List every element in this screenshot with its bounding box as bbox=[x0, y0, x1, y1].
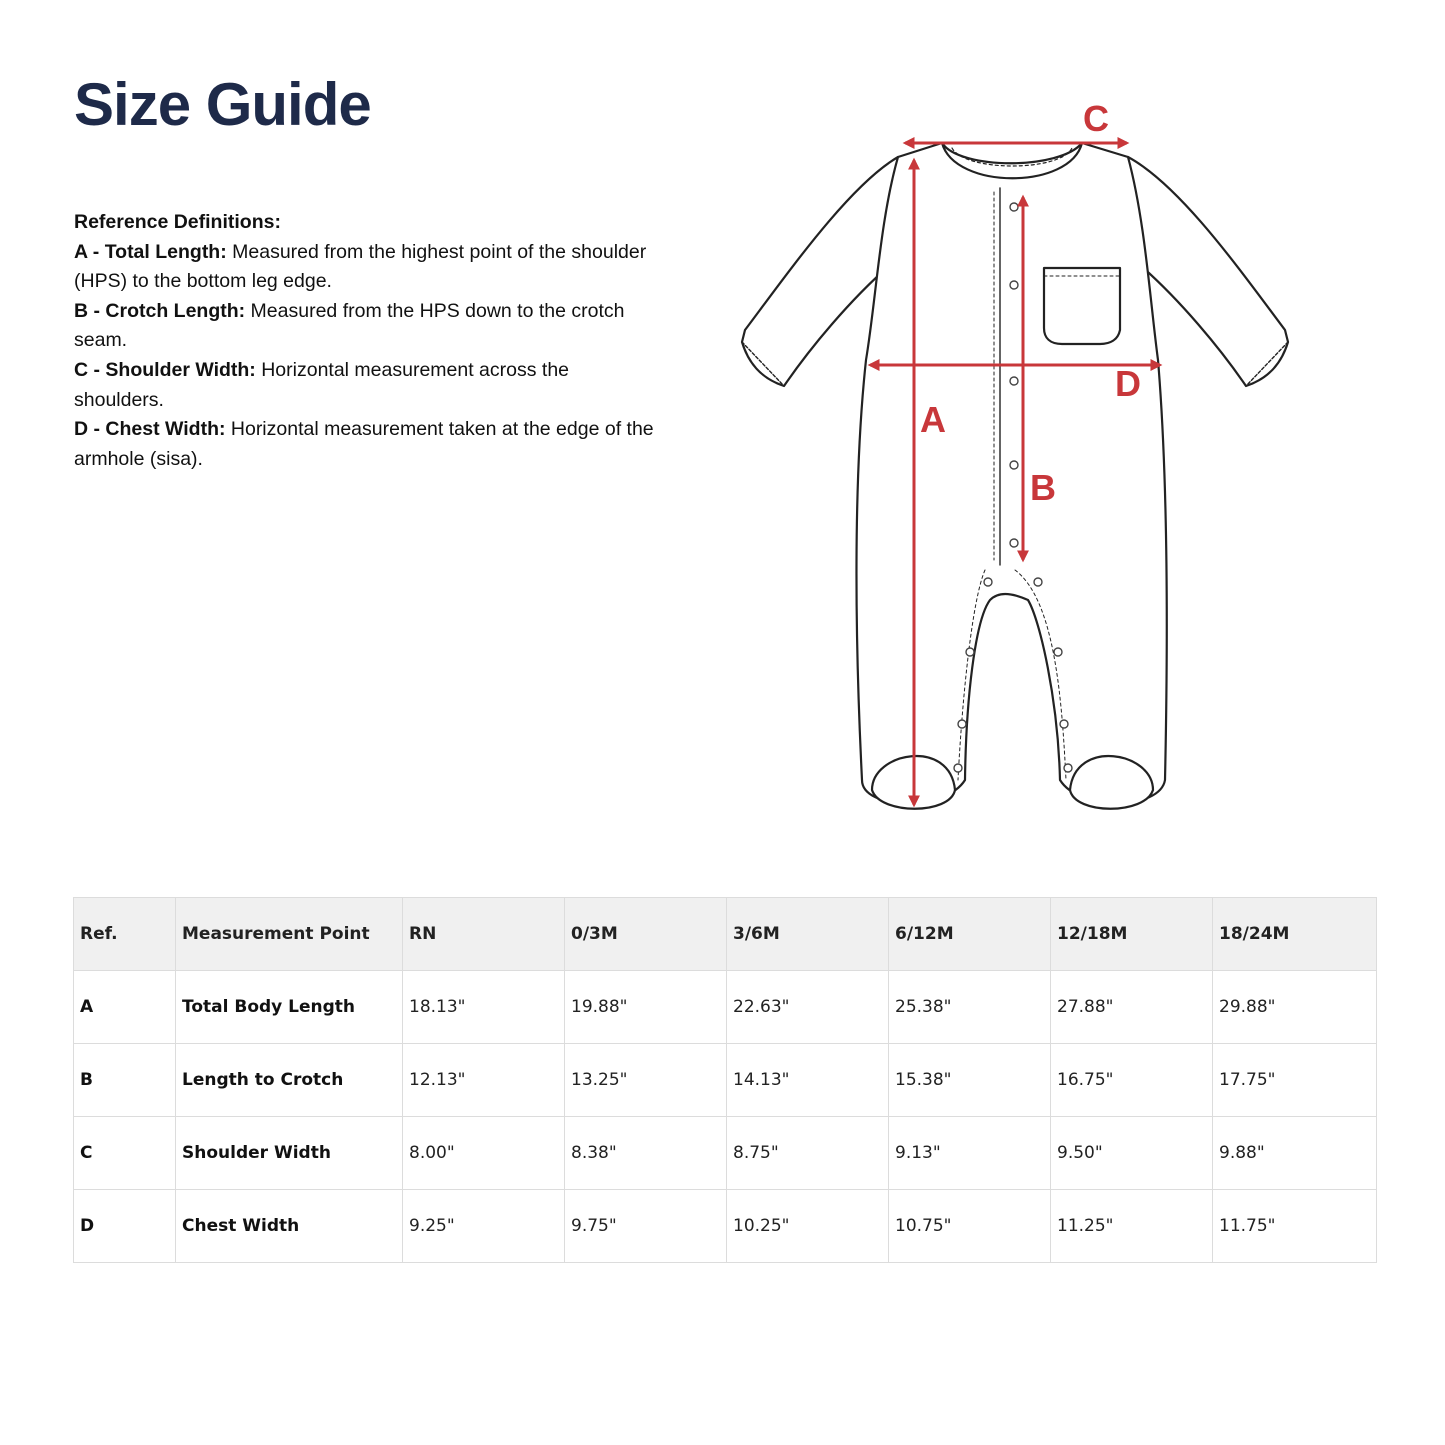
definition-c-label: C - Shoulder Width: bbox=[74, 358, 256, 381]
cell-value: 25.38" bbox=[889, 971, 1051, 1044]
definition-b-label: B - Crotch Length: bbox=[74, 299, 246, 322]
cell-value: 9.13" bbox=[889, 1117, 1051, 1190]
cell-value: 22.63" bbox=[727, 971, 889, 1044]
cell-value: 11.25" bbox=[1051, 1190, 1213, 1263]
cell-value: 9.88" bbox=[1213, 1117, 1377, 1190]
row-measurement-point: Length to Crotch bbox=[176, 1044, 403, 1117]
cell-value: 9.25" bbox=[403, 1190, 565, 1263]
cell-value: 27.88" bbox=[1051, 971, 1213, 1044]
body-outline bbox=[856, 143, 1166, 803]
header-size-rn: RN bbox=[403, 898, 565, 971]
cell-value: 18.13" bbox=[403, 971, 565, 1044]
definition-a-label: A - Total Length: bbox=[74, 240, 227, 263]
cell-value: 13.25" bbox=[565, 1044, 727, 1117]
table-row bbox=[74, 1044, 1377, 1117]
cell-value: 15.38" bbox=[889, 1044, 1051, 1117]
row-ref: C bbox=[74, 1117, 176, 1190]
garment-outline bbox=[742, 143, 1288, 809]
label-c: C bbox=[1083, 98, 1109, 139]
cell-value: 9.75" bbox=[565, 1190, 727, 1263]
definition-c bbox=[74, 356, 664, 415]
row-measurement-point: Total Body Length bbox=[176, 971, 403, 1044]
cell-value: 9.50" bbox=[1051, 1117, 1213, 1190]
definition-c-text: Horizontal measurement across the shoulders. bbox=[74, 358, 570, 411]
cell-value: 8.38" bbox=[565, 1117, 727, 1190]
page-title: Size Guide bbox=[74, 71, 371, 138]
size-chart-table bbox=[73, 897, 1377, 1263]
label-b: B bbox=[1030, 467, 1056, 508]
definition-a bbox=[74, 238, 664, 297]
row-measurement-point: Shoulder Width bbox=[176, 1117, 403, 1190]
definition-a-text: Measured from the highest point of the shoulder (HPS) to the bottom leg edge. bbox=[74, 240, 647, 293]
cell-value: 10.25" bbox=[727, 1190, 889, 1263]
header-size-18-24m: 18/24M bbox=[1213, 898, 1377, 971]
definition-b bbox=[74, 297, 664, 356]
definition-d bbox=[74, 415, 664, 474]
chest-pocket bbox=[1044, 268, 1120, 344]
header-size-0-3m: 0/3M bbox=[565, 898, 727, 971]
header-size-12-18m: 12/18M bbox=[1051, 898, 1213, 971]
table-row bbox=[74, 1190, 1377, 1263]
cell-value: 10.75" bbox=[889, 1190, 1051, 1263]
header-ref: Ref. bbox=[74, 898, 176, 971]
cell-value: 8.75" bbox=[727, 1117, 889, 1190]
definition-d-label: D - Chest Width: bbox=[74, 418, 226, 441]
reference-definitions bbox=[74, 208, 664, 474]
header-measurement-point: Measurement Point bbox=[176, 898, 403, 971]
definition-d-text: Horizontal measurement taken at the edge of the armhole (sisa). bbox=[74, 418, 654, 470]
cell-value: 16.75" bbox=[1051, 1044, 1213, 1117]
row-measurement-point: Chest Width bbox=[176, 1190, 403, 1263]
cell-value: 11.75" bbox=[1213, 1190, 1377, 1263]
cell-value: 12.13" bbox=[403, 1044, 565, 1117]
definition-b-text: Measured from the HPS down to the crotch seam. bbox=[74, 299, 625, 352]
row-ref: B bbox=[74, 1044, 176, 1117]
table-header-row bbox=[74, 898, 1377, 971]
header-size-6-12m: 6/12M bbox=[889, 898, 1051, 971]
row-ref: A bbox=[74, 971, 176, 1044]
cell-value: 8.00" bbox=[403, 1117, 565, 1190]
cell-value: 14.13" bbox=[727, 1044, 889, 1117]
table-row bbox=[74, 971, 1377, 1044]
label-a: A bbox=[920, 399, 946, 440]
header-size-3-6m: 3/6M bbox=[727, 898, 889, 971]
definitions-heading: Reference Definitions: bbox=[74, 211, 281, 233]
cell-value: 29.88" bbox=[1213, 971, 1377, 1044]
label-d: D bbox=[1115, 363, 1141, 404]
cell-value: 19.88" bbox=[565, 971, 727, 1044]
table-row bbox=[74, 1117, 1377, 1190]
row-ref: D bbox=[74, 1190, 176, 1263]
onesie-measurement-diagram bbox=[660, 95, 1420, 835]
cell-value: 17.75" bbox=[1213, 1044, 1377, 1117]
